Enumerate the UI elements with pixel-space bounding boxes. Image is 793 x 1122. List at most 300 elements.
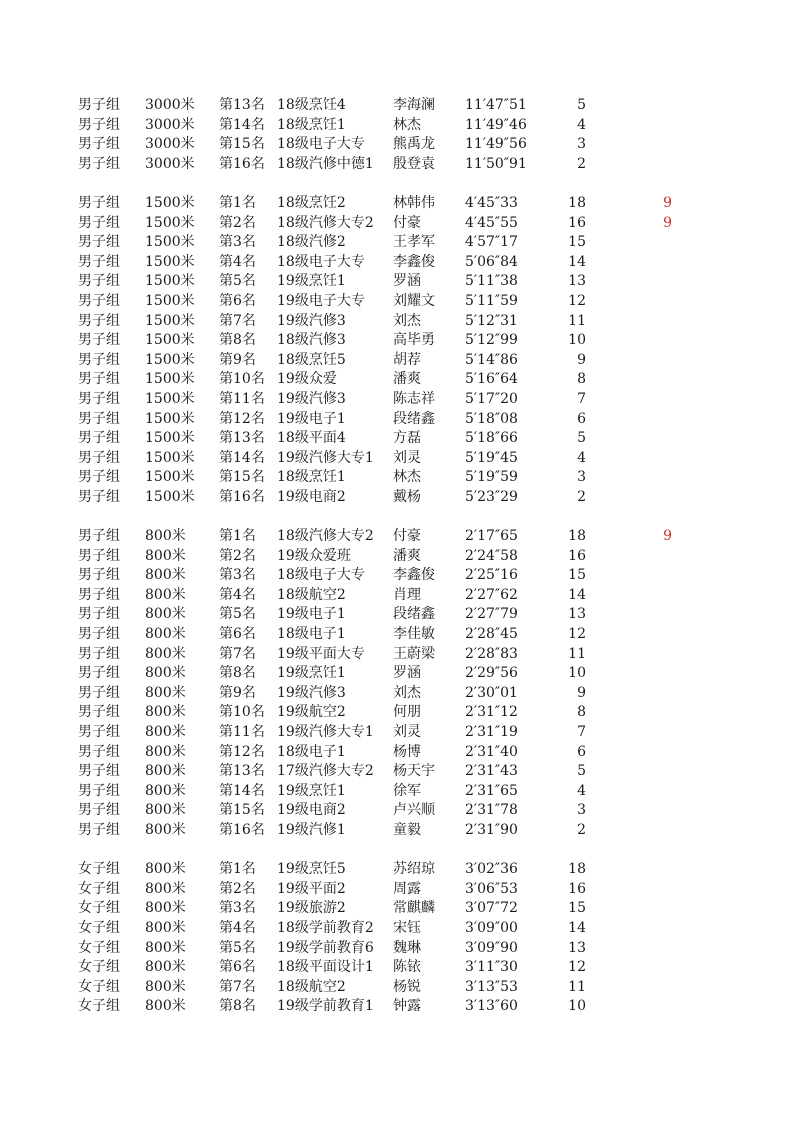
result-row	[0, 762, 793, 782]
result-row	[0, 645, 793, 665]
group-cell: 男子组	[78, 606, 120, 623]
class-cell: 18级汽修3	[277, 332, 346, 349]
event-cell: 1500米	[145, 351, 195, 368]
event-cell: 3000米	[145, 97, 195, 113]
points-cell: 2	[577, 488, 586, 505]
class-cell: 18级电子1	[277, 626, 346, 643]
result-row	[0, 194, 793, 214]
event-cell: 1500米	[145, 214, 195, 231]
points-cell: 16	[568, 880, 586, 897]
section-spacer	[0, 507, 793, 527]
event-cell: 800米	[145, 802, 186, 819]
group-cell: 男子组	[78, 567, 120, 584]
class-cell: 19级学前教育6	[277, 939, 374, 956]
section-spacer	[0, 841, 793, 861]
result-row	[0, 292, 793, 312]
group-cell: 男子组	[78, 155, 120, 172]
class-cell: 19级烹饪1	[277, 782, 346, 799]
group-cell: 男子组	[78, 332, 120, 349]
group-cell: 男子组	[78, 273, 120, 290]
athlete-name-cell: 何朋	[393, 704, 421, 721]
points-cell: 6	[577, 743, 586, 760]
result-row	[0, 723, 793, 743]
time-cell: 5′18″08	[465, 410, 518, 427]
time-cell: 2′24″58	[465, 547, 518, 564]
rank-cell: 第5名	[219, 273, 256, 290]
result-row	[0, 331, 793, 351]
time-cell: 3′11″30	[465, 959, 518, 976]
group-cell: 男子组	[78, 586, 120, 603]
athlete-name-cell: 林韩伟	[393, 194, 435, 211]
time-cell: 2′27″62	[465, 586, 518, 603]
result-row	[0, 860, 793, 880]
points-cell: 4	[577, 116, 586, 133]
athlete-name-cell: 杨天宇	[393, 763, 435, 780]
time-cell: 5′18″66	[465, 430, 518, 447]
result-row	[0, 488, 793, 508]
points-cell: 7	[577, 724, 586, 740]
time-cell: 5′11″59	[465, 292, 518, 309]
points-cell: 11	[568, 312, 586, 329]
class-cell: 18级烹饪1	[277, 469, 346, 486]
class-cell: 19级烹饪5	[277, 861, 346, 878]
athlete-name-cell: 刘杰	[393, 684, 421, 701]
group-cell: 男子组	[78, 410, 120, 427]
athlete-name-cell: 李佳敏	[393, 626, 435, 643]
class-cell: 19级汽修1	[277, 821, 346, 838]
event-cell: 1500米	[145, 332, 195, 349]
athlete-name-cell: 罗涵	[393, 273, 421, 290]
athlete-name-cell: 李鑫俊	[393, 253, 435, 270]
time-cell: 4′45″55	[465, 214, 518, 231]
result-row	[0, 116, 793, 136]
result-row	[0, 821, 793, 841]
time-cell: 3′02″36	[465, 861, 518, 878]
rank-cell: 第5名	[219, 606, 256, 623]
class-cell: 19级汽修3	[277, 312, 346, 329]
event-cell: 1500米	[145, 234, 195, 251]
event-cell: 800米	[145, 998, 186, 1015]
time-cell: 5′06″84	[465, 253, 518, 270]
rank-cell: 第9名	[219, 684, 256, 701]
time-cell: 5′16″64	[465, 371, 518, 388]
group-cell: 男子组	[78, 626, 120, 643]
class-cell: 19级旅游2	[277, 900, 346, 917]
time-cell: 3′13″60	[465, 998, 518, 1015]
event-cell: 800米	[145, 724, 186, 740]
points-cell: 5	[577, 430, 586, 447]
time-cell: 2′31″40	[465, 743, 518, 760]
result-row	[0, 919, 793, 939]
class-cell: 19级电子大专	[277, 292, 365, 309]
group-cell: 男子组	[78, 684, 120, 701]
points-cell: 16	[568, 547, 586, 564]
group-cell: 女子组	[78, 900, 120, 917]
event-cell: 3000米	[145, 136, 195, 153]
class-cell: 19级众爱班	[277, 547, 351, 564]
result-row	[0, 468, 793, 488]
rank-cell: 第16名	[219, 488, 265, 505]
group-cell: 男子组	[78, 371, 120, 388]
result-row	[0, 939, 793, 959]
result-row	[0, 703, 793, 723]
result-row	[0, 410, 793, 430]
rank-cell: 第14名	[219, 116, 265, 133]
class-cell: 18级汽修大专2	[277, 528, 374, 545]
result-row	[0, 566, 793, 586]
athlete-name-cell: 段绪鑫	[393, 606, 435, 623]
group-cell: 男子组	[78, 488, 120, 505]
time-cell: 4′45″33	[465, 194, 518, 211]
points-cell: 12	[568, 626, 586, 643]
results-section-men-1500	[0, 194, 793, 508]
athlete-name-cell: 陈铱	[393, 959, 421, 976]
time-cell: 2′31″78	[465, 802, 518, 819]
group-cell: 女子组	[78, 978, 120, 995]
class-cell: 19级平面2	[277, 880, 346, 897]
athlete-name-cell: 戴杨	[393, 488, 421, 505]
class-cell: 19级电子1	[277, 410, 346, 427]
rank-cell: 第7名	[219, 645, 256, 662]
points-cell: 10	[568, 998, 586, 1015]
rank-cell: 第1名	[219, 861, 256, 878]
group-cell: 男子组	[78, 704, 120, 721]
result-row	[0, 272, 793, 292]
group-cell: 女子组	[78, 959, 120, 976]
points-cell: 7	[577, 390, 586, 407]
class-cell: 18级电子大专	[277, 253, 365, 270]
bonus-points-cell: 9	[663, 214, 672, 231]
rank-cell: 第3名	[219, 900, 256, 917]
result-row	[0, 899, 793, 919]
rank-cell: 第10名	[219, 704, 265, 721]
athlete-name-cell: 罗涵	[393, 665, 421, 682]
points-cell: 18	[568, 194, 586, 211]
rank-cell: 第2名	[219, 547, 256, 564]
result-row	[0, 978, 793, 998]
rank-cell: 第4名	[219, 253, 256, 270]
class-cell: 19级汽修3	[277, 684, 346, 701]
event-cell: 1500米	[145, 253, 195, 270]
time-cell: 5′19″45	[465, 449, 518, 466]
points-cell: 15	[568, 567, 586, 584]
rank-cell: 第6名	[219, 292, 256, 309]
group-cell: 男子组	[78, 802, 120, 819]
class-cell: 18级烹饪4	[277, 97, 346, 113]
group-cell: 男子组	[78, 547, 120, 564]
rank-cell: 第13名	[219, 430, 265, 447]
points-cell: 12	[568, 959, 586, 976]
points-cell: 14	[568, 586, 586, 603]
result-row	[0, 155, 793, 175]
group-cell: 男子组	[78, 194, 120, 211]
group-cell: 女子组	[78, 998, 120, 1015]
event-cell: 800米	[145, 606, 186, 623]
athlete-name-cell: 刘灵	[393, 449, 421, 466]
event-cell: 800米	[145, 782, 186, 799]
points-cell: 3	[577, 469, 586, 486]
result-row	[0, 605, 793, 625]
time-cell: 11′47″51	[465, 97, 527, 113]
class-cell: 18级航空2	[277, 978, 346, 995]
athlete-name-cell: 殷登袁	[393, 155, 435, 172]
athlete-name-cell: 魏琳	[393, 939, 421, 956]
event-cell: 800米	[145, 528, 186, 545]
class-cell: 19级电商2	[277, 802, 346, 819]
rank-cell: 第3名	[219, 234, 256, 251]
group-cell: 女子组	[78, 880, 120, 897]
athlete-name-cell: 王孝军	[393, 234, 435, 251]
time-cell: 3′06″53	[465, 880, 518, 897]
time-cell: 5′19″59	[465, 469, 518, 486]
points-cell: 9	[577, 351, 586, 368]
result-row	[0, 312, 793, 332]
event-cell: 800米	[145, 978, 186, 995]
rank-cell: 第6名	[219, 626, 256, 643]
athlete-name-cell: 童毅	[393, 821, 421, 838]
event-cell: 3000米	[145, 116, 195, 133]
event-cell: 1500米	[145, 469, 195, 486]
points-cell: 13	[568, 273, 586, 290]
athlete-name-cell: 王蔚梁	[393, 645, 435, 662]
results-section-men-800	[0, 527, 793, 841]
group-cell: 男子组	[78, 351, 120, 368]
athlete-name-cell: 方磊	[393, 430, 421, 447]
athlete-name-cell: 宋钰	[393, 919, 421, 936]
time-cell: 2′27″79	[465, 606, 518, 623]
event-cell: 1500米	[145, 449, 195, 466]
class-cell: 19级电子1	[277, 606, 346, 623]
result-row	[0, 958, 793, 978]
class-cell: 19级航空2	[277, 704, 346, 721]
points-cell: 15	[568, 234, 586, 251]
rank-cell: 第8名	[219, 332, 256, 349]
points-cell: 9	[577, 684, 586, 701]
rank-cell: 第12名	[219, 743, 265, 760]
class-cell: 19级汽修3	[277, 390, 346, 407]
group-cell: 女子组	[78, 861, 120, 878]
athlete-name-cell: 徐军	[393, 782, 421, 799]
result-row	[0, 233, 793, 253]
rank-cell: 第1名	[219, 194, 256, 211]
time-cell: 2′28″83	[465, 645, 518, 662]
athlete-name-cell: 李海澜	[393, 97, 435, 113]
class-cell: 18级电子大专	[277, 567, 365, 584]
event-cell: 1500米	[145, 292, 195, 309]
group-cell: 男子组	[78, 645, 120, 662]
group-cell: 男子组	[78, 253, 120, 270]
result-row	[0, 743, 793, 763]
points-cell: 10	[568, 332, 586, 349]
class-cell: 18级烹饪1	[277, 116, 346, 133]
athlete-name-cell: 周露	[393, 880, 421, 897]
event-cell: 1500米	[145, 410, 195, 427]
result-row	[0, 664, 793, 684]
event-cell: 1500米	[145, 371, 195, 388]
athlete-name-cell: 陈志祥	[393, 390, 435, 407]
group-cell: 男子组	[78, 214, 120, 231]
event-cell: 1500米	[145, 194, 195, 211]
time-cell: 2′28″45	[465, 626, 518, 643]
class-cell: 19级众爱	[277, 371, 337, 388]
event-cell: 800米	[145, 880, 186, 897]
group-cell: 女子组	[78, 939, 120, 956]
rank-cell: 第13名	[219, 763, 265, 780]
group-cell: 女子组	[78, 919, 120, 936]
event-cell: 800米	[145, 821, 186, 838]
rank-cell: 第14名	[219, 449, 265, 466]
time-cell: 2′29″56	[465, 665, 518, 682]
event-cell: 1500米	[145, 312, 195, 329]
class-cell: 19级学前教育1	[277, 998, 374, 1015]
result-row	[0, 429, 793, 449]
rank-cell: 第2名	[219, 214, 256, 231]
points-cell: 4	[577, 449, 586, 466]
points-cell: 8	[577, 704, 586, 721]
class-cell: 18级烹饪2	[277, 194, 346, 211]
class-cell: 19级烹饪1	[277, 273, 346, 290]
group-cell: 男子组	[78, 234, 120, 251]
rank-cell: 第9名	[219, 351, 256, 368]
group-cell: 男子组	[78, 782, 120, 799]
points-cell: 2	[577, 155, 586, 172]
results-section-men-3000	[0, 96, 793, 174]
points-cell: 13	[568, 606, 586, 623]
results-sheet	[0, 96, 793, 1017]
result-row	[0, 449, 793, 469]
athlete-name-cell: 高毕勇	[393, 332, 435, 349]
points-cell: 14	[568, 919, 586, 936]
group-cell: 男子组	[78, 97, 120, 113]
rank-cell: 第8名	[219, 998, 256, 1015]
bonus-points-cell: 9	[663, 528, 672, 545]
athlete-name-cell: 卢兴顺	[393, 802, 435, 819]
group-cell: 男子组	[78, 665, 120, 682]
group-cell: 男子组	[78, 449, 120, 466]
athlete-name-cell: 刘耀文	[393, 292, 435, 309]
result-row	[0, 135, 793, 155]
time-cell: 4′57″17	[465, 234, 518, 251]
event-cell: 800米	[145, 939, 186, 956]
rank-cell: 第2名	[219, 880, 256, 897]
rank-cell: 第16名	[219, 155, 265, 172]
class-cell: 18级平面4	[277, 430, 346, 447]
class-cell: 18级汽修大专2	[277, 214, 374, 231]
bonus-points-cell: 9	[663, 194, 672, 211]
group-cell: 男子组	[78, 136, 120, 153]
time-cell: 11′49″46	[465, 116, 527, 133]
group-cell: 男子组	[78, 821, 120, 838]
time-cell: 11′50″91	[465, 155, 527, 172]
rank-cell: 第11名	[219, 390, 265, 407]
time-cell: 5′11″38	[465, 273, 518, 290]
class-cell: 18级平面设计1	[277, 959, 374, 976]
time-cell: 3′09″00	[465, 919, 518, 936]
athlete-name-cell: 李鑫俊	[393, 567, 435, 584]
athlete-name-cell: 钟露	[393, 998, 421, 1015]
event-cell: 3000米	[145, 155, 195, 172]
result-row	[0, 801, 793, 821]
result-row	[0, 96, 793, 116]
event-cell: 800米	[145, 684, 186, 701]
group-cell: 男子组	[78, 116, 120, 133]
class-cell: 18级航空2	[277, 586, 346, 603]
time-cell: 11′49″56	[465, 136, 527, 153]
points-cell: 13	[568, 939, 586, 956]
time-cell: 5′17″20	[465, 390, 518, 407]
rank-cell: 第15名	[219, 469, 265, 486]
points-cell: 5	[577, 97, 586, 113]
athlete-name-cell: 潘爽	[393, 547, 421, 564]
points-cell: 18	[568, 861, 586, 878]
time-cell: 5′23″29	[465, 488, 518, 505]
time-cell: 3′13″53	[465, 978, 518, 995]
result-row	[0, 586, 793, 606]
class-cell: 19级电商2	[277, 488, 346, 505]
rank-cell: 第13名	[219, 97, 265, 113]
points-cell: 6	[577, 410, 586, 427]
result-row	[0, 214, 793, 234]
athlete-name-cell: 林杰	[393, 469, 421, 486]
points-cell: 4	[577, 782, 586, 799]
class-cell: 18级电子1	[277, 743, 346, 760]
event-cell: 800米	[145, 704, 186, 721]
points-cell: 10	[568, 665, 586, 682]
points-cell: 3	[577, 136, 586, 153]
result-row	[0, 684, 793, 704]
class-cell: 18级烹饪5	[277, 351, 346, 368]
rank-cell: 第4名	[219, 586, 256, 603]
rank-cell: 第12名	[219, 410, 265, 427]
event-cell: 1500米	[145, 390, 195, 407]
points-cell: 11	[568, 978, 586, 995]
points-cell: 5	[577, 763, 586, 780]
class-cell: 18级电子大专	[277, 136, 365, 153]
results-section-women-800	[0, 860, 793, 1017]
points-cell: 18	[568, 528, 586, 545]
rank-cell: 第3名	[219, 567, 256, 584]
event-cell: 800米	[145, 763, 186, 780]
rank-cell: 第1名	[219, 528, 256, 545]
event-cell: 800米	[145, 586, 186, 603]
points-cell: 11	[568, 645, 586, 662]
group-cell: 男子组	[78, 469, 120, 486]
time-cell: 2′31″65	[465, 782, 518, 799]
event-cell: 800米	[145, 861, 186, 878]
points-cell: 14	[568, 253, 586, 270]
athlete-name-cell: 胡荐	[393, 351, 421, 368]
rank-cell: 第10名	[219, 371, 265, 388]
rank-cell: 第7名	[219, 978, 256, 995]
event-cell: 800米	[145, 919, 186, 936]
result-row	[0, 370, 793, 390]
athlete-name-cell: 付豪	[393, 528, 421, 545]
time-cell: 2′17″65	[465, 528, 518, 545]
class-cell: 18级学前教育2	[277, 919, 374, 936]
class-cell: 19级汽修大专1	[277, 449, 374, 466]
result-row	[0, 997, 793, 1017]
class-cell: 19级烹饪1	[277, 665, 346, 682]
athlete-name-cell: 杨博	[393, 743, 421, 760]
time-cell: 2′31″19	[465, 724, 518, 740]
athlete-name-cell: 段绪鑫	[393, 410, 435, 427]
event-cell: 800米	[145, 567, 186, 584]
group-cell: 男子组	[78, 430, 120, 447]
points-cell: 2	[577, 821, 586, 838]
group-cell: 男子组	[78, 292, 120, 309]
class-cell: 17级汽修大专2	[277, 763, 374, 780]
result-row	[0, 880, 793, 900]
